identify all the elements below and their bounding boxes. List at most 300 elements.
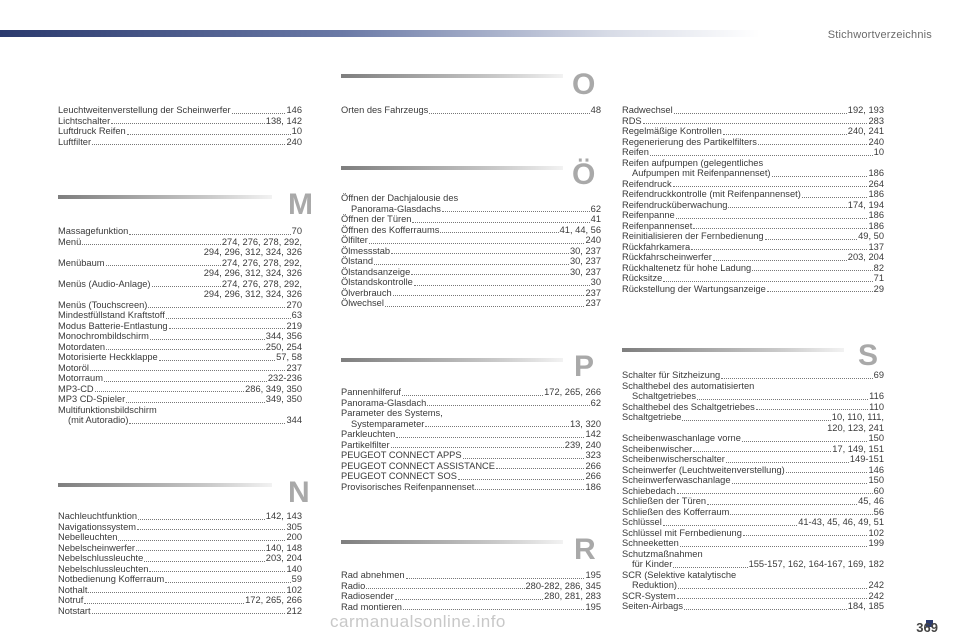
- entry-term: Luftdruck Reifen: [58, 126, 126, 136]
- index-section-r: [341, 570, 601, 612]
- index-entry[interactable]: [622, 402, 884, 413]
- dot-leader: [663, 525, 797, 526]
- index-entry[interactable]: [58, 394, 302, 405]
- entry-pages: 29: [873, 283, 884, 294]
- dot-leader: [414, 285, 590, 286]
- entry-pages: 239, 240: [564, 439, 601, 450]
- index-entry[interactable]: [58, 532, 302, 543]
- entry-term: Öffnen des Kofferraums: [341, 224, 440, 235]
- index-entry[interactable]: [58, 300, 302, 311]
- entry-continuation: [341, 419, 601, 430]
- entry-term: Luftfilter: [58, 136, 92, 147]
- entry-pages: 349, 350: [265, 394, 302, 404]
- entry-term: Schlüssel mit Fernbedienung: [622, 527, 742, 538]
- dot-leader: [458, 479, 585, 480]
- dot-leader: [676, 218, 868, 219]
- entry-subterm: Reduktion): [632, 580, 677, 590]
- entry-term: MP3 CD-Spieler: [58, 394, 126, 404]
- dot-leader: [802, 197, 868, 198]
- entry-term: Multifunktionsbildschirm: [58, 404, 157, 415]
- dot-leader: [442, 204, 590, 213]
- index-entry[interactable]: [622, 528, 884, 539]
- entry-pages: 264: [868, 178, 884, 189]
- entry-pages: 240: [868, 136, 884, 147]
- entry-term: Regenerierung des Partikelfilters: [622, 136, 757, 147]
- dot-leader: [148, 307, 285, 308]
- entry-pages: 56: [873, 506, 884, 517]
- entry-term: Pannenhilferuf: [341, 387, 401, 397]
- index-entry[interactable]: [341, 288, 601, 299]
- index-entry[interactable]: [58, 310, 302, 321]
- dot-leader: [752, 270, 872, 271]
- entry-term: Massagefunktion: [58, 226, 129, 236]
- entry-term: PEUGEOT CONNECT ASSISTANCE: [341, 460, 495, 471]
- dot-leader: [440, 232, 558, 233]
- dot-leader: [92, 144, 285, 145]
- dot-leader: [427, 405, 589, 406]
- section-letter-o: O: [572, 68, 596, 101]
- dot-leader: [682, 420, 830, 421]
- entry-pages: 344, 356: [265, 331, 302, 341]
- entry-term: Motoröl: [58, 362, 90, 373]
- section-separator-p: [341, 358, 563, 362]
- index-entry[interactable]: [622, 147, 884, 158]
- entry-pages: 149-151: [849, 454, 884, 464]
- dot-leader: [396, 437, 584, 438]
- index-entry[interactable]: [58, 279, 302, 290]
- section-letter-n: N: [288, 476, 310, 509]
- entry-pages: 286, 349, 350: [245, 383, 302, 394]
- entry-term: Scheibenwischerschalter: [622, 454, 725, 464]
- index-entry[interactable]: [622, 370, 884, 381]
- index-entry[interactable]: [341, 429, 601, 440]
- entry-term: SCR-System: [622, 590, 676, 601]
- dot-leader: [391, 253, 569, 254]
- dot-leader: [650, 155, 873, 156]
- dot-leader: [159, 360, 275, 361]
- index-entry[interactable]: [622, 242, 884, 253]
- index-entry[interactable]: [622, 137, 884, 148]
- index-entry[interactable]: [58, 373, 302, 384]
- index-entry[interactable]: [58, 522, 302, 533]
- index-entry[interactable]: [341, 193, 601, 214]
- index-entry[interactable]: [341, 225, 601, 236]
- index-entry[interactable]: [622, 179, 884, 190]
- index-entry[interactable]: [58, 595, 302, 606]
- section-separator-oe: [341, 166, 563, 170]
- dot-leader: [90, 370, 285, 371]
- dot-leader: [772, 168, 868, 177]
- index-entry[interactable]: [341, 277, 601, 288]
- dot-leader: [82, 244, 221, 245]
- entry-term: Schlüssel: [622, 517, 662, 527]
- entry-term: Ölstand: [341, 256, 374, 266]
- dot-leader: [129, 234, 290, 235]
- index-entry[interactable]: [58, 226, 302, 237]
- entry-pages: 60: [873, 485, 884, 496]
- index-entry[interactable]: [622, 284, 884, 295]
- index-entry[interactable]: [622, 189, 884, 200]
- index-entry[interactable]: [341, 214, 601, 225]
- section-separator-r: [341, 540, 563, 544]
- entry-pages: 280-282, 286, 345: [525, 580, 601, 591]
- entry-term: Nothalt: [58, 584, 88, 595]
- entry-pages: 270: [286, 299, 302, 310]
- dot-leader: [765, 239, 858, 240]
- index-entry[interactable]: [341, 256, 601, 267]
- entry-pages: 186: [868, 210, 884, 220]
- entry-term: Ölverbrauch: [341, 287, 392, 298]
- entry-term: Reifenpanne: [622, 210, 675, 220]
- entry-term: Scheinwerferwaschanlage: [622, 475, 731, 485]
- dot-leader: [412, 222, 589, 223]
- index-entry[interactable]: [341, 461, 601, 472]
- entry-term: Schneeketten: [622, 538, 679, 548]
- index-entry[interactable]: [622, 444, 884, 455]
- dot-leader: [411, 274, 569, 275]
- dot-leader: [149, 571, 285, 572]
- entry-pages: 71: [873, 273, 884, 283]
- entry-term: Rad abnehmen: [341, 570, 405, 580]
- index-entry[interactable]: [622, 549, 884, 570]
- entry-pages: 140: [286, 563, 302, 574]
- index-entry[interactable]: [622, 252, 884, 263]
- entry-pages: 240: [286, 136, 302, 147]
- index-entry[interactable]: [341, 471, 601, 482]
- dot-leader: [680, 546, 868, 547]
- entry-pages-continued: 120, 123, 241: [827, 422, 884, 433]
- index-entry[interactable]: [58, 352, 302, 363]
- entry-pages: 10: [291, 126, 302, 136]
- index-entry[interactable]: [58, 574, 302, 585]
- index-entry[interactable]: [622, 465, 884, 476]
- index-entry[interactable]: [341, 581, 601, 592]
- dot-leader: [393, 295, 585, 296]
- index-entry[interactable]: [341, 235, 601, 246]
- index-entry[interactable]: [341, 105, 601, 116]
- index-entry[interactable]: [341, 387, 601, 398]
- section-separator-s: [622, 348, 844, 352]
- index-entry[interactable]: [341, 398, 601, 409]
- entry-pages: 69: [873, 370, 884, 380]
- index-entry[interactable]: [622, 126, 884, 137]
- entry-term: Radiosender: [341, 591, 394, 601]
- index-entry[interactable]: [58, 585, 302, 596]
- entry-pages: 116: [869, 391, 884, 401]
- dot-leader: [137, 529, 285, 530]
- watermark: carmanualsonline.info: [330, 612, 506, 631]
- entry-pages: 102: [286, 584, 302, 595]
- entry-term: Notbedienung Kofferraum: [58, 574, 165, 584]
- entry-pages: 59: [291, 574, 302, 584]
- entry-pages: 70: [291, 226, 302, 236]
- index-entry[interactable]: [58, 384, 302, 395]
- dot-leader: [169, 328, 286, 329]
- index-entry[interactable]: [622, 200, 884, 211]
- index-entry[interactable]: [622, 591, 884, 602]
- entry-pages: 174, 194: [847, 199, 884, 210]
- entry-pages: 274, 276, 278, 292,: [221, 236, 302, 247]
- entry-pages: 266: [585, 471, 601, 481]
- entry-term: Nebelschlussleuchte: [58, 553, 144, 563]
- section-letter-m: M: [288, 188, 313, 221]
- index-entry[interactable]: [58, 363, 302, 374]
- entry-term: Monochrombildschirm: [58, 331, 149, 341]
- entry-term: Menüs (Touchscreen): [58, 299, 148, 310]
- dot-leader: [366, 588, 524, 589]
- entry-term: Orten des Fahrzeugs: [341, 105, 429, 115]
- index-entry[interactable]: [341, 482, 601, 493]
- entry-pages: 240: [585, 235, 601, 245]
- entry-term: Schiebedach: [622, 485, 676, 496]
- entry-pages: 323: [585, 450, 601, 460]
- section-letter-s: S: [858, 339, 879, 372]
- index-entry[interactable]: [622, 538, 884, 549]
- entry-term: Schalter für Sitzheizung: [622, 370, 721, 380]
- entry-term: Scheinwerfer (Leuchtweitenverstellung): [622, 464, 785, 475]
- entry-pages: 82: [873, 262, 884, 273]
- entry-pages: 146: [868, 464, 884, 475]
- dot-leader: [406, 578, 585, 579]
- dot-leader: [232, 113, 286, 114]
- entry-term: Rückfahrscheinwerfer: [622, 252, 712, 262]
- entry-pages: 10: [873, 147, 884, 157]
- entry-pages: 41: [590, 214, 601, 224]
- index-entry[interactable]: [58, 553, 302, 564]
- dot-leader: [374, 264, 569, 265]
- index-entry[interactable]: [622, 273, 884, 284]
- entry-pages: 237: [286, 362, 302, 373]
- entry-pages: 142, 143: [265, 511, 302, 521]
- dot-leader: [106, 265, 221, 266]
- entry-term: Regelmäßige Kontrollen: [622, 126, 722, 136]
- entry-pages: 48: [590, 105, 601, 115]
- index-entry[interactable]: [58, 331, 302, 342]
- index-entry[interactable]: [622, 517, 884, 528]
- page-number: 369: [916, 620, 938, 635]
- entry-pages: 186: [868, 189, 884, 199]
- dot-leader: [496, 468, 585, 469]
- index-entry[interactable]: [58, 405, 302, 426]
- entry-term: Partikelfilter: [341, 439, 390, 450]
- index-entry[interactable]: [58, 258, 302, 269]
- dot-leader: [385, 306, 585, 307]
- entry-pages: 250, 254: [265, 341, 302, 352]
- index-entry[interactable]: [58, 116, 302, 127]
- index-entry[interactable]: [341, 450, 601, 461]
- entry-continuation: [58, 415, 302, 426]
- index-entry[interactable]: [622, 231, 884, 242]
- dot-leader: [693, 228, 867, 229]
- entry-pages: 41-43, 45, 46, 49, 51: [798, 517, 884, 527]
- dot-leader: [165, 582, 290, 583]
- index-section-s: [622, 370, 884, 612]
- entry-term: Parkleuchten: [341, 429, 396, 439]
- dot-leader: [88, 592, 285, 593]
- dot-leader: [138, 519, 265, 520]
- entry-term: Schließen der Türen: [622, 496, 707, 506]
- index-entry[interactable]: [622, 496, 884, 507]
- entry-term: Rückstellung der Wartungsanzeige: [622, 283, 766, 294]
- index-column-1: [58, 105, 302, 147]
- entry-pages: 199: [868, 538, 884, 548]
- index-entry[interactable]: [58, 126, 302, 137]
- dot-leader: [111, 123, 265, 124]
- index-entry[interactable]: [58, 511, 302, 522]
- entry-pages: 195: [585, 601, 601, 612]
- entry-pages: 137: [868, 241, 884, 252]
- entry-term: Schließen des Kofferraum: [622, 506, 730, 517]
- dot-leader: [786, 472, 868, 473]
- entry-pages: 138, 142: [265, 115, 302, 126]
- index-entry[interactable]: [622, 601, 884, 612]
- index-entry[interactable]: [341, 298, 601, 309]
- index-entry[interactable]: [622, 116, 884, 127]
- index-entry[interactable]: [58, 564, 302, 575]
- index-entry[interactable]: [622, 507, 884, 518]
- index-entry[interactable]: [341, 591, 601, 602]
- index-entry[interactable]: [341, 570, 601, 581]
- entry-pages: 219: [286, 320, 302, 331]
- index-section-r-cont: [622, 105, 884, 294]
- entry-pages: 10, 110, 111,: [831, 412, 884, 422]
- entry-pages: 17, 149, 151: [832, 443, 884, 454]
- entry-term: PEUGEOT CONNECT APPS: [341, 450, 462, 460]
- entry-term: Motordaten: [58, 341, 106, 352]
- entry-pages: 140, 148: [265, 542, 302, 553]
- dot-leader: [678, 580, 868, 589]
- index-entry[interactable]: [622, 263, 884, 274]
- index-entry[interactable]: [341, 440, 601, 451]
- entry-pages: 155-157, 162, 164-167, 169, 182: [748, 559, 884, 569]
- dot-leader: [742, 441, 868, 442]
- dot-leader: [475, 489, 584, 490]
- entry-pages: 150: [868, 475, 884, 485]
- index-entry[interactable]: [622, 158, 884, 179]
- dot-leader: [723, 134, 847, 135]
- index-entry[interactable]: [58, 342, 302, 353]
- index-entry[interactable]: [622, 570, 884, 591]
- entry-term: Radwechsel: [622, 105, 673, 115]
- index-entry[interactable]: [622, 221, 884, 232]
- dot-leader: [152, 286, 221, 287]
- dot-leader: [104, 381, 267, 382]
- dot-leader: [429, 113, 589, 114]
- index-entry[interactable]: [58, 543, 302, 554]
- index-section-p: [341, 387, 601, 492]
- entry-term: Öffnen der Türen: [341, 214, 412, 224]
- entry-pages: 150: [868, 433, 884, 443]
- entry-term: Menübaum: [58, 257, 105, 268]
- entry-pages: 102: [868, 527, 884, 538]
- entry-term: Reifendrucküberwachung: [622, 199, 728, 210]
- index-entry[interactable]: [58, 606, 302, 617]
- entry-pages: 344: [286, 415, 302, 425]
- index-entry[interactable]: [622, 105, 884, 116]
- dot-leader: [92, 613, 286, 614]
- entry-pages: 283: [868, 115, 884, 126]
- entry-pages: 57, 58: [276, 352, 302, 362]
- index-entry[interactable]: [622, 412, 884, 423]
- entry-term: Panorama-Glasdach: [341, 397, 427, 408]
- dot-leader: [118, 540, 285, 541]
- dot-leader: [95, 391, 244, 392]
- dot-leader: [673, 186, 868, 187]
- index-entry[interactable]: [58, 237, 302, 248]
- entry-subterm: Systemparameter: [351, 418, 425, 429]
- entry-term: Provisorisches Reifenpannenset: [341, 481, 475, 492]
- entry-term: Modus Batterie-Entlastung: [58, 320, 168, 331]
- dot-leader: [643, 123, 868, 124]
- dot-leader: [391, 447, 564, 448]
- index-entry[interactable]: [341, 602, 601, 613]
- index-entry[interactable]: [58, 105, 302, 116]
- entry-pages: 186: [868, 220, 884, 231]
- entry-pages: 49, 50: [858, 231, 884, 241]
- index-entry[interactable]: [622, 381, 884, 402]
- entry-pages: 62: [590, 397, 601, 408]
- dot-leader: [728, 207, 846, 208]
- entry-term: MP3-CD: [58, 383, 94, 394]
- index-entry[interactable]: [58, 137, 302, 148]
- entry-pages: 274, 276, 278, 292,: [221, 278, 302, 289]
- entry-term: Schutzmaßnahmen: [622, 548, 703, 559]
- index-entry[interactable]: [622, 486, 884, 497]
- entry-term: PEUGEOT CONNECT SOS: [341, 471, 457, 481]
- entry-term: Seiten-Airbags: [622, 601, 683, 611]
- entry-pages: 41, 44, 56: [559, 224, 601, 235]
- entry-continuation: [622, 168, 884, 179]
- page-title: Stichwortverzeichnis: [827, 29, 932, 41]
- entry-pages: 62: [590, 203, 601, 214]
- index-entry[interactable]: [341, 267, 601, 278]
- index-entry[interactable]: [58, 321, 302, 332]
- index-entry[interactable]: [622, 433, 884, 444]
- header-bar: [0, 30, 760, 37]
- section-separator-m: [58, 195, 272, 199]
- section-letter-r: R: [574, 533, 596, 566]
- entry-pages: 203, 204: [265, 553, 302, 563]
- index-entry[interactable]: [622, 210, 884, 221]
- entry-term: Menü: [58, 236, 82, 247]
- entry-continuation: [622, 391, 884, 402]
- section-separator-n: [58, 483, 272, 487]
- entry-pages: 240, 241: [847, 126, 884, 136]
- entry-term: Schalthebel des automatisierten: [622, 380, 755, 391]
- entry-pages: 305: [286, 521, 302, 532]
- entry-term: Rückfahrkamera: [622, 241, 691, 252]
- index-entry[interactable]: [622, 454, 884, 465]
- dot-leader: [684, 609, 847, 610]
- entry-pages-continued: 294, 296, 312, 324, 326: [203, 268, 302, 278]
- index-entry[interactable]: [341, 408, 601, 429]
- dot-leader: [697, 391, 868, 400]
- entry-pages: 146: [286, 105, 302, 115]
- entry-pages: 200: [286, 532, 302, 542]
- entry-term: Nebelscheinwerfer: [58, 542, 135, 553]
- entry-term: Parameter des Systems,: [341, 408, 443, 418]
- entry-pages: 63: [291, 310, 302, 320]
- entry-pages: 242: [868, 580, 884, 590]
- dot-leader: [84, 603, 244, 604]
- dot-leader: [707, 504, 857, 505]
- index-entry[interactable]: [622, 475, 884, 486]
- entry-term: Ölstandskontrolle: [341, 277, 413, 287]
- index-entry[interactable]: [341, 246, 601, 257]
- index-section-n: [58, 511, 302, 616]
- entry-pages: 195: [585, 570, 601, 580]
- entry-term: Ölstandsanzeige: [341, 266, 411, 277]
